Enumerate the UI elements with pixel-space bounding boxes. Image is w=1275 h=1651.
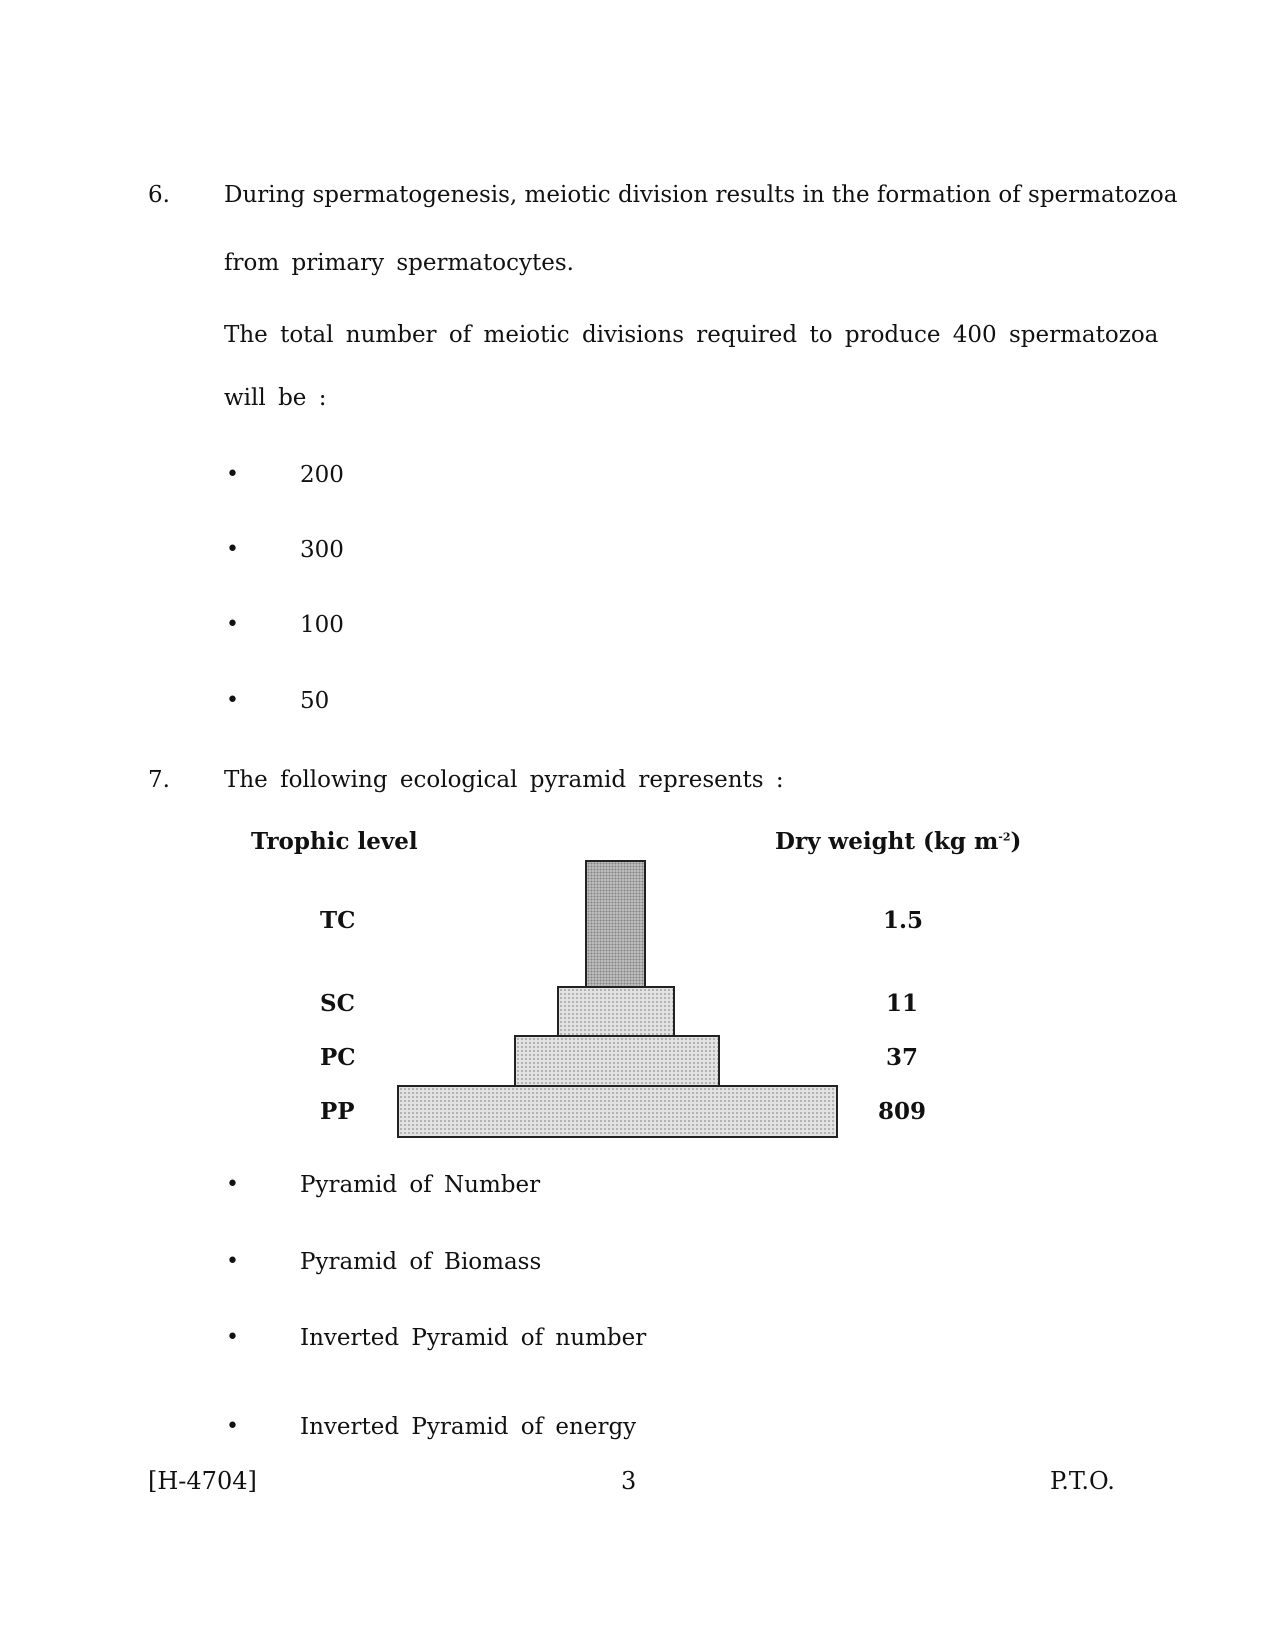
- pyramid-bar-pc: [514, 1035, 720, 1087]
- dry-weight-pp: 809: [878, 1098, 927, 1125]
- question-6-option-d[interactable]: 50: [300, 688, 330, 714]
- bullet-icon: •: [226, 1414, 239, 1439]
- question-7-option-b[interactable]: Pyramid of Biomass: [300, 1249, 542, 1275]
- bullet-icon: •: [226, 1249, 239, 1274]
- dry-weight-sc: 11: [886, 990, 919, 1017]
- pto-label: P.T.O.: [1050, 1467, 1115, 1495]
- trophic-label-pc: PC: [320, 1044, 356, 1071]
- bullet-icon: •: [226, 688, 239, 713]
- trophic-label-pp: PP: [320, 1098, 355, 1125]
- bullet-icon: •: [226, 462, 239, 487]
- bullet-icon: •: [226, 1172, 239, 1197]
- question-6-text-line-1: During spermatogenesis, meiotic division results in the formation of spermatozoa: [224, 182, 1178, 208]
- dry-weight-pc: 37: [886, 1044, 919, 1071]
- bullet-icon: •: [226, 1325, 239, 1350]
- trophic-label-sc: SC: [320, 990, 355, 1017]
- bullet-icon: •: [226, 537, 239, 562]
- dry-weight-tc: 1.5: [883, 907, 924, 934]
- question-7-text: The following ecological pyramid represents :: [224, 767, 784, 793]
- question-6-option-a[interactable]: 200: [300, 462, 344, 488]
- question-6-option-b[interactable]: 300: [300, 537, 344, 563]
- question-6-text-line-2: from primary spermatocytes.: [224, 250, 574, 276]
- question-6-text-line-3: The total number of meiotic divisions required to produce 400 spermatozoa: [224, 322, 1159, 348]
- question-6-option-c[interactable]: 100: [300, 612, 344, 638]
- question-7-option-c[interactable]: Inverted Pyramid of number: [300, 1325, 647, 1351]
- question-7-number: 7.: [148, 767, 170, 793]
- question-7-option-d[interactable]: Inverted Pyramid of energy: [300, 1414, 637, 1440]
- trophic-label-tc: TC: [320, 907, 356, 934]
- page-number: 3: [621, 1467, 637, 1495]
- question-6-text-line-4: will be :: [224, 385, 327, 411]
- paper-code: [H-4704]: [148, 1467, 257, 1495]
- dry-weight-header: Dry weight (kg $m^{-2}$): [775, 828, 1022, 855]
- trophic-level-header: Trophic level: [251, 828, 418, 855]
- pyramid-bar-pp: [397, 1085, 838, 1138]
- question-7-option-a[interactable]: Pyramid of Number: [300, 1172, 541, 1198]
- pyramid-bar-tc: [585, 860, 646, 988]
- bullet-icon: •: [226, 612, 239, 637]
- question-6-number: 6.: [148, 182, 170, 208]
- pyramid-bar-sc: [557, 986, 675, 1037]
